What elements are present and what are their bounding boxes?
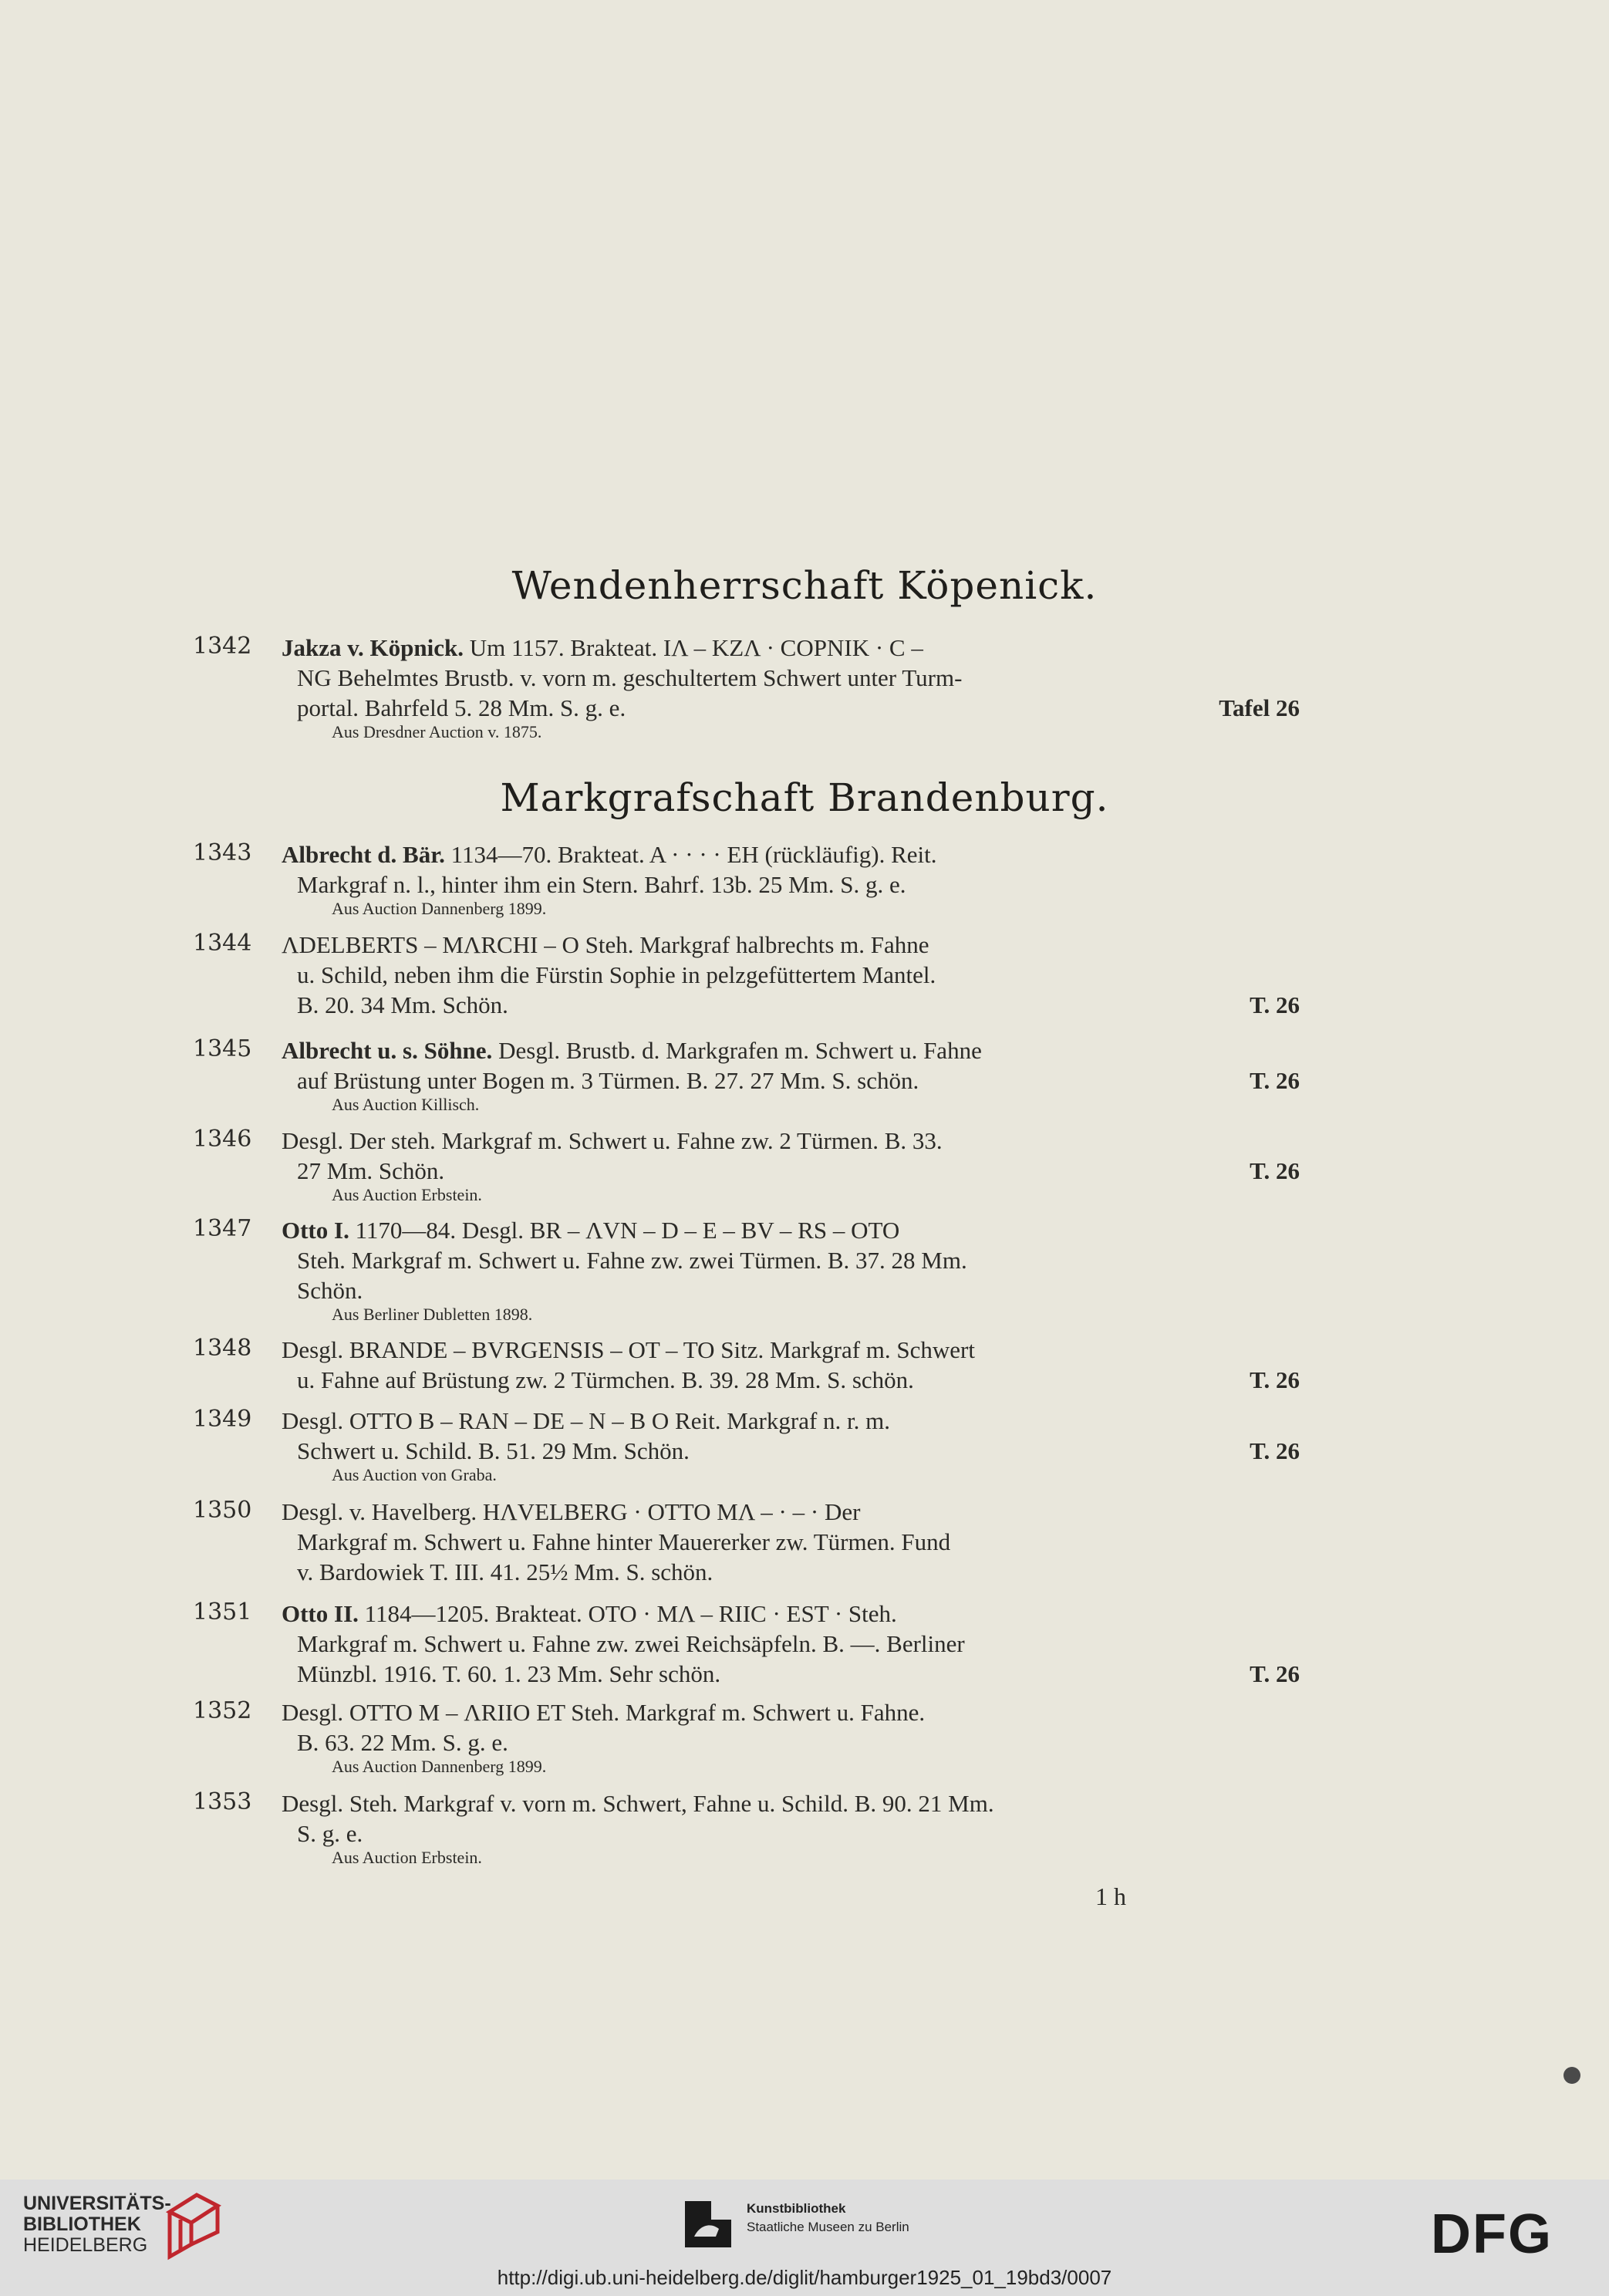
entry-number: 1349 <box>193 1406 252 1433</box>
plate-reference: T. 26 <box>1250 1366 1300 1393</box>
section-heading-koepenick: Wendenherrschaft Köpenick. <box>511 563 1098 608</box>
entry-title: Albrecht d. Bär. <box>282 841 445 868</box>
entry-text: ΛDELBERTS – MΛRCHI – O Steh. Markgraf halbrechts m. Fahne u. Schild, neben ihm die Fürstin Sophie in pelzgefüttertem Mantel. B. 20. 34 Mm. Schön. T. 26 <box>282 931 1300 1018</box>
entry-title: Jakza v. Köpnick. <box>282 634 464 661</box>
entry-number: 1343 <box>193 839 252 866</box>
entry-text: Desgl. OTTO B – RAN – DE – N – B O Reit. Markgraf n. r. m. Schwert u. Schild. B. 51. 29 Mm. Schön. T. 26 Aus Auction von Graba. <box>282 1407 1300 1484</box>
entry-number: 1347 <box>193 1215 252 1242</box>
entry-number: 1342 <box>193 633 252 660</box>
entry-title: Albrecht u. s. Söhne. <box>282 1037 493 1064</box>
entry-number: 1346 <box>193 1126 252 1153</box>
entry-title: Otto II. <box>282 1600 359 1627</box>
entry-text: Otto II. 1184—1205. Brakteat. OTO · MΛ – RIIC · EST · Steh. Markgraf m. Schwert u. Fahne zw. zwei Reichsäpfeln. B. —. Berliner Münzbl. 1916. T. 60. 1. 23 Mm. Sehr schön. T. 26 <box>282 1600 1300 1687</box>
provenance-note: Aus Auction Dannenberg 1899. <box>332 1757 547 1776</box>
entry-number: 1353 <box>193 1788 252 1815</box>
ub-heidelberg-name: UNIVERSITÄTS- BIBLIOTHEK HEIDELBERG <box>23 2193 171 2256</box>
section-heading-brandenburg: Markgrafschaft Brandenburg. <box>500 775 1109 820</box>
plate-reference: T. 26 <box>1250 1437 1300 1464</box>
entry-text: Desgl. OTTO M – ΛRIIO ET Steh. Markgraf m. Schwert u. Fahne. B. 63. 22 Mm. S. g. e. Aus Auction Dannenberg 1899. <box>282 1697 1300 1776</box>
ub-heidelberg-logo-icon <box>162 2189 224 2262</box>
provenance-note: Aus Berliner Dubletten 1898. <box>332 1305 533 1324</box>
provenance-note: Aus Dresdner Auction v. 1875. <box>332 722 542 741</box>
kunstbibliothek-name: Kunstbibliothek Staatliche Museen zu Berlin <box>747 2201 909 2234</box>
provenance-note: Aus Auction von Graba. <box>332 1465 497 1484</box>
entry-number: 1344 <box>193 930 252 957</box>
entry-number: 1350 <box>193 1497 252 1524</box>
entry-text: Otto I. 1170—84. Desgl. BR – ΛVN – D – E – BV – RS – OTO Steh. Markgraf m. Schwert u. Fahne zw. zwei Türmen. B. 37. 28 Mm. Schön. Aus Berliner Dubletten 1898. <box>282 1215 1300 1324</box>
entry-title: Otto I. <box>282 1217 349 1244</box>
entry-text: Desgl. Der steh. Markgraf m. Schwert u. Fahne zw. 2 Türmen. B. 33. 27 Mm. Schön. T. 26 Aus Auction Erbstein. <box>282 1127 1300 1204</box>
entry-text: Desgl. BRANDE – BVRGENSIS – OT – TO Sitz. Markgraf m. Schwert u. Fahne auf Brüstung zw. 2 Türmchen. B. 39. 28 Mm. S. schön. T. 26 <box>282 1336 1300 1393</box>
entry-text: Albrecht d. Bär. 1134—70. Brakteat. A · · · · EH (rückläufig). Reit. Markgraf n. l., hinter ihm ein Stern. Bahrf. 13b. 25 Mm. S. g. e. Aus Auction Dannenberg 1899. <box>282 839 1300 918</box>
provenance-note: Aus Auction Erbstein. <box>332 1185 482 1204</box>
plate-reference: Tafel 26 <box>1219 694 1300 721</box>
scan-marker-dot <box>1563 2067 1580 2084</box>
kunstbibliothek-logo-icon <box>685 2201 731 2247</box>
digitization-footer <box>0 2180 1609 2296</box>
plate-reference: T. 26 <box>1250 1067 1300 1094</box>
entry-text: Jakza v. Köpnick. Um 1157. Brakteat. IΛ – KZΛ · COPNIK · C – NG Behelmtes Brustb. v. vorn m. geschultertem Schwert unter Turm- portal. Bahrfeld 5. 28 Mm. S. g. e. Tafel 26 Aus Dresdner Auction v. 1875. <box>282 634 1300 741</box>
plate-reference: T. 26 <box>1250 1660 1300 1687</box>
entry-number: 1352 <box>193 1697 252 1724</box>
permalink-url[interactable]: http://digi.ub.uni-heidelberg.de/diglit/hamburger1925_01_19bd3/0007 <box>497 2266 1112 2289</box>
entry-number: 1345 <box>193 1035 252 1062</box>
signature-mark: 1 h <box>1095 1882 1126 1910</box>
entry-number: 1351 <box>193 1599 252 1626</box>
provenance-note: Aus Auction Erbstein. <box>332 1848 482 1867</box>
plate-reference: T. 26 <box>1250 991 1300 1018</box>
plate-reference: T. 26 <box>1250 1157 1300 1184</box>
entry-number: 1348 <box>193 1335 252 1362</box>
entry-text: Desgl. v. Havelberg. HΛVELBERG · OTTO MΛ – · – · Der Markgraf m. Schwert u. Fahne hinter Mauererker zw. Türmen. Fund v. Bardowiek T. III. 41. 25½ Mm. S. schön. <box>282 1498 951 1585</box>
entry-text: Albrecht u. s. Söhne. Desgl. Brustb. d. Markgrafen m. Schwert u. Fahne auf Brüstung unter Bogen m. 3 Türmen. B. 27. 27 Mm. S. schön. T. 26 Aus Auction Killisch. <box>282 1037 1300 1114</box>
dfg-logo: DFG <box>1431 2203 1553 2265</box>
provenance-note: Aus Auction Dannenberg 1899. <box>332 899 547 918</box>
entry-text: Desgl. Steh. Markgraf v. vorn m. Schwert, Fahne u. Schild. B. 90. 21 Mm. S. g. e. Aus Auction Erbstein. <box>282 1788 1300 1867</box>
provenance-note: Aus Auction Killisch. <box>332 1095 480 1114</box>
